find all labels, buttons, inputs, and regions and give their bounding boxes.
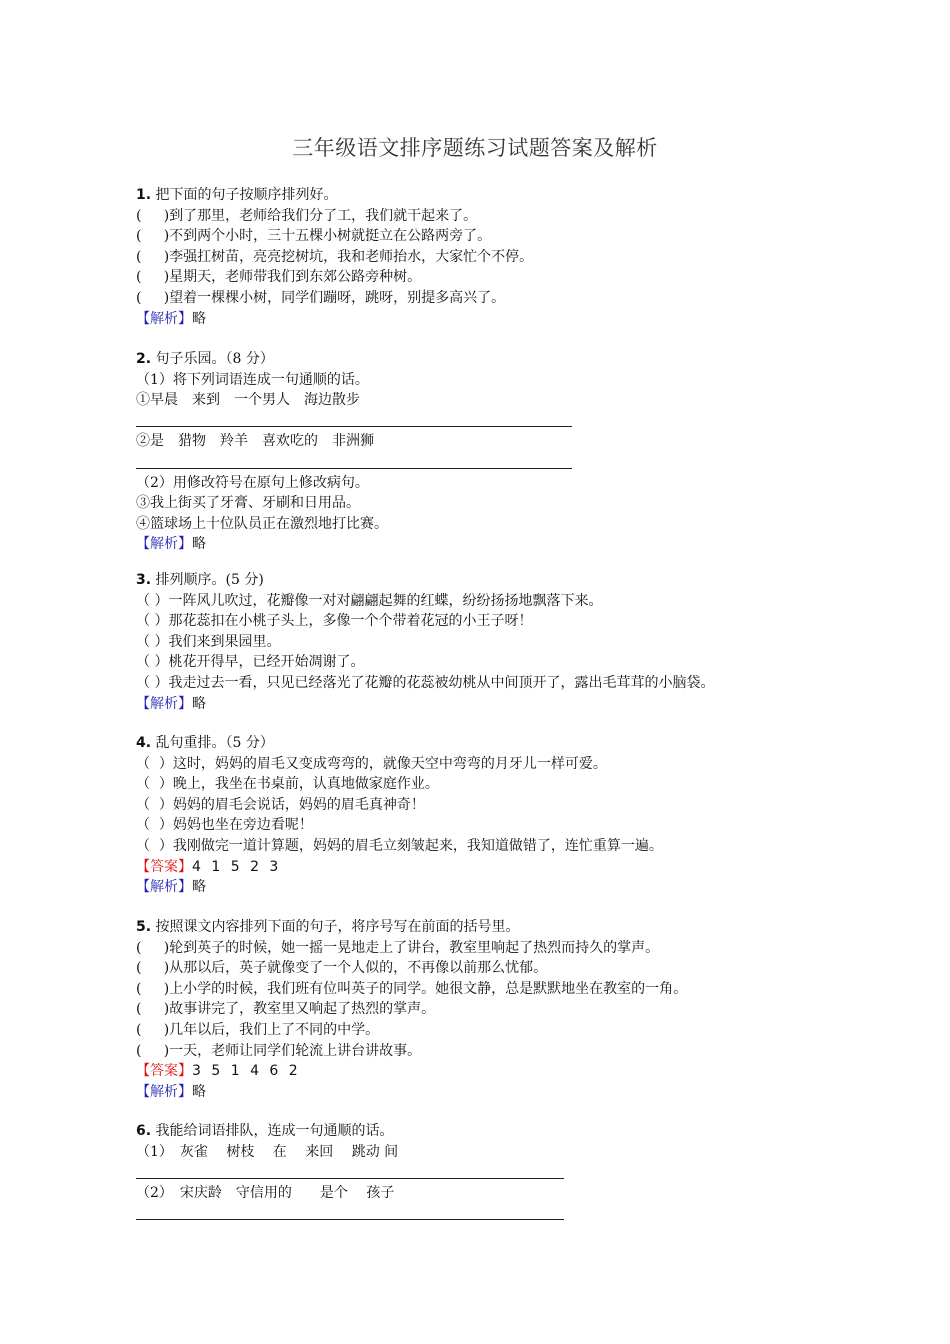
sentence-line: （ ）这时，妈妈的眉毛又变成弯弯的，就像天空中弯弯的月牙儿一样可爱。 (136, 755, 607, 772)
question-5-stem (136, 917, 836, 938)
question-number: 2. (136, 351, 152, 367)
question-number: 5. (136, 919, 152, 935)
word-group-1: （1） 灰雀 树枝 在 来回 跳动 间 (136, 1143, 399, 1160)
sentence-line: ( )李强扛树苗，亮亮挖树坑，我和老师抬水，大家忙个不停。 (136, 248, 534, 265)
answer-line (136, 452, 836, 473)
analysis-line (136, 1082, 836, 1103)
question-number: 6. (136, 1123, 152, 1139)
sentence-line: ( )望着一棵棵小树，同学们蹦呀，跳呀，别提多高兴了。 (136, 289, 506, 306)
question-text: 按照课文内容排列下面的句子，将序号写在前面的括号里。 (155, 919, 520, 935)
word-group-2: （2） 宋庆龄 守信用的 是个 孩子 (136, 1184, 395, 1201)
sentence-line: ( )故事讲完了，教室里又响起了热烈的掌声。 (136, 1001, 436, 1018)
question-4 (136, 733, 836, 898)
sentence-line: ( )星期天，老师带我们到东郊公路旁种树。 (136, 269, 422, 286)
analysis-line (136, 877, 836, 898)
sentence-line: （ ）那花蕊扣在小桃子头上，多像一个个带着花冠的小王子呀！ (136, 613, 533, 630)
analysis-line (136, 694, 836, 715)
analysis-label: 【解析】 (136, 879, 192, 896)
answer-label: 【答案】 (136, 858, 192, 875)
question-number: 4. (136, 735, 152, 751)
answer-label: 【答案】 (136, 1063, 192, 1080)
question-3-stem (136, 570, 836, 591)
question-5 (136, 917, 836, 1102)
answer-text: 3 5 1 4 6 2 (192, 1063, 301, 1080)
question-number: 1. (136, 187, 152, 203)
sentence-line: （ ）我们来到果园里。 (136, 633, 281, 650)
sentence-line: （ ）妈妈也坐在旁边看呢！ (136, 817, 313, 834)
question-6 (136, 1121, 836, 1224)
word-group-1: ①早晨 来到 一个男人 海边散步 (136, 392, 360, 409)
analysis-label: 【解析】 (136, 536, 192, 553)
sentence-line: ( )轮到英子的时候，她一摇一晃地走上了讲台，教室里响起了热烈而持久的掌声。 (136, 939, 660, 956)
question-3 (136, 570, 836, 714)
question-2 (136, 349, 836, 555)
analysis-line (136, 534, 836, 555)
sentence-line: （ ）我刚做完一道计算题，妈妈的眉毛立刻皱起来，我知道做错了，连忙重算一遍。 (136, 837, 663, 854)
analysis-label: 【解析】 (136, 310, 192, 327)
page-title: 三年级语文排序题练习试题答案及解析 (292, 136, 658, 160)
analysis-text: 略 (192, 536, 206, 553)
question-text: 乱句重排。（5 分） (155, 735, 274, 751)
word-group-2: ②是 猎物 羚羊 喜欢吃的 非洲狮 (136, 433, 374, 450)
analysis-label: 【解析】 (136, 695, 192, 712)
answer-line (136, 1203, 836, 1224)
question-number: 3. (136, 572, 152, 588)
question-text: 把下面的句子按顺序排列好。 (155, 187, 338, 203)
sentence-line: （ ）桃花开得早，已经开始凋谢了。 (136, 654, 365, 671)
question-4-stem (136, 733, 836, 754)
question-1-stem (136, 185, 836, 206)
analysis-label: 【解析】 (136, 1083, 192, 1100)
sentence-line: ④篮球场上十位队员正在激烈地打比赛。 (136, 515, 388, 532)
analysis-text: 略 (192, 310, 206, 327)
sentence-line: （ ）一阵风儿吹过，花瓣像一对对翩翩起舞的红蝶，纷纷扬扬地飘落下来。 (136, 592, 603, 609)
analysis-text: 略 (192, 1083, 206, 1100)
answer-line (136, 411, 836, 432)
analysis-text: 略 (192, 879, 206, 896)
question-2-stem (136, 349, 836, 370)
sentence-line: ( )到了那里，老师给我们分了工，我们就干起来了。 (136, 207, 478, 224)
question-1 (136, 185, 836, 329)
question-text: 我能给词语排队，连成一句通顺的话。 (155, 1123, 394, 1139)
sub-question-2: （2）用修改符号在原句上修改病句。 (136, 474, 369, 491)
sentence-line: ( )从那以后，英子就像变了一个人似的，不再像以前那么忧郁。 (136, 960, 548, 977)
sentence-line: ( )一天，老师让同学们轮流上讲台讲故事。 (136, 1042, 422, 1059)
sentence-line: ③我上街买了牙膏、牙刷和日用品。 (136, 495, 360, 512)
answer-line (136, 1061, 836, 1082)
analysis-line (136, 309, 836, 330)
answer-line (136, 857, 836, 878)
analysis-text: 略 (192, 695, 206, 712)
question-text: 排列顺序。(5 分) (155, 572, 264, 588)
question-text: 句子乐园。（8 分） (155, 351, 274, 367)
sentence-line: （ ）晚上，我坐在书桌前，认真地做家庭作业。 (136, 776, 439, 793)
sentence-line: ( )几年以后，我们上了不同的中学。 (136, 1021, 380, 1038)
sentence-line: （ ）我走过去一看，只见已经落光了花瓣的花蕊被幼桃从中间顶开了，露出毛茸茸的小脑袋。 (136, 674, 715, 691)
sentence-line: （ ）妈妈的眉毛会说话，妈妈的眉毛真神奇！ (136, 796, 425, 813)
sub-question-1: （1）将下列词语连成一句通顺的话。 (136, 371, 369, 388)
answer-line (136, 1162, 836, 1183)
answer-text: 4 1 5 2 3 (192, 858, 282, 875)
sentence-line: ( )上小学的时候，我们班有位叫英子的同学。她很文静，总是默默地坐在教室的一角。 (136, 980, 688, 997)
question-6-stem (136, 1121, 836, 1142)
sentence-line: ( )不到两个小时，三十五棵小树就挺立在公路两旁了。 (136, 228, 492, 245)
